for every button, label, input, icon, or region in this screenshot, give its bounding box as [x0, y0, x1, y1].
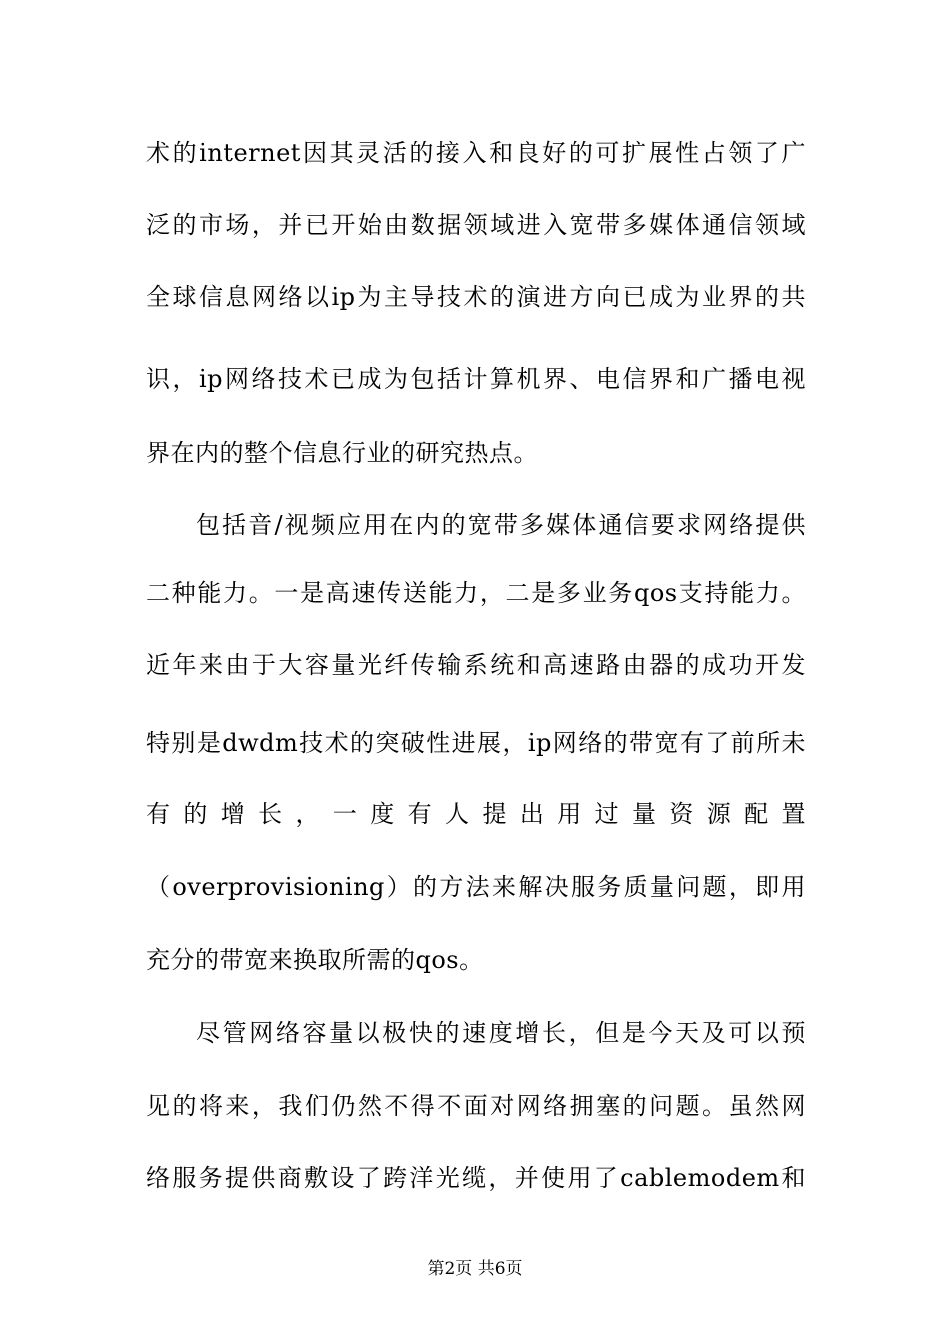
- text-line: 术的internet因其灵活的接入和良好的可扩展性占领了广: [146, 139, 806, 167]
- text-line: 识，ip网络技术已成为包括计算机界、电信界和广播电视: [146, 365, 806, 393]
- text-line: 界在内的整个信息行业的研究热点。: [146, 439, 538, 467]
- text-line: （overprovisioning）的方法来解决服务质量问题，即用: [146, 873, 806, 901]
- text-line: 全球信息网络以ip为主导技术的演进方向已成为业界的共: [146, 283, 806, 311]
- text-line: 见的将来，我们仍然不得不面对网络拥塞的问题。虽然网: [146, 1092, 806, 1120]
- paragraph-first-line: 尽管网络容量以极快的速度增长，但是今天及可以预: [196, 1019, 806, 1047]
- text-line: 泛的市场，并已开始由数据领域进入宽带多媒体通信领域: [146, 211, 806, 239]
- text-line: 有的增长，一度有人提出用过量资源配置: [146, 800, 806, 828]
- text-line: 近年来由于大容量光纤传输系统和高速路由器的成功开发: [146, 651, 806, 679]
- paragraph-first-line: 包括音/视频应用在内的宽带多媒体通信要求网络提供: [196, 511, 806, 539]
- text-line: 二种能力。一是高速传送能力，二是多业务qos支持能力。: [146, 579, 806, 607]
- text-line: 特别是dwdm技术的突破性进展，ip网络的带宽有了前所未: [146, 729, 806, 757]
- page-footer: 第2页 共6页: [427, 1259, 523, 1279]
- text-line: 充分的带宽来换取所需的qos。: [146, 946, 484, 974]
- text-line: 络服务提供商敷设了跨洋光缆，并使用了cablemodem和: [146, 1164, 806, 1192]
